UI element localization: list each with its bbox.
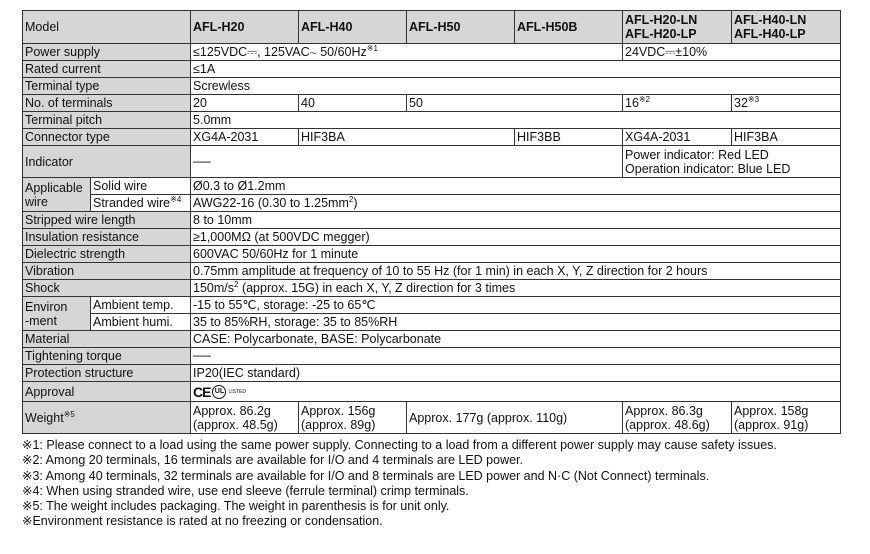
row-no-terminals	[23, 95, 841, 112]
value-indicator: ──	[191, 146, 623, 178]
label-connector-type: Connector type	[23, 129, 191, 146]
value-terminal-pitch: 5.0mm	[191, 112, 841, 129]
header-afl-h20-ln-lp: AFL-H20-LN AFL-H20-LP	[623, 11, 732, 44]
ul-listed-text: LISTED	[228, 388, 246, 395]
spec-sheet	[22, 10, 840, 530]
value-stripped: 8 to 10mm	[191, 212, 841, 229]
value-no-terminals-h20-ln: 16$^{※2}$	[623, 95, 732, 112]
value-no-terminals-h40-ln: 32$^{※3}$	[732, 95, 841, 112]
footnotes	[22, 438, 840, 530]
row-stranded-wire	[23, 195, 841, 212]
value-shock: $150m/s^2$ (approx. 15G) in each X, Y, Z direction for 3 times	[191, 280, 841, 297]
value-power-supply: ≤125VDC⎓, 125VAC∼ 50/60Hz$^{※1}$	[191, 44, 623, 61]
value-rated-current: ≤1A	[191, 61, 841, 78]
label-applicable-wire: Applicable wire	[23, 178, 91, 212]
label-tightening: Tightening torque	[23, 348, 191, 365]
row-shock	[23, 280, 841, 297]
value-approval	[191, 382, 841, 402]
value-solid-wire: Ø0.3 to Ø1.2mm	[191, 178, 841, 195]
value-weight-h40-ln: Approx. 158g (approx. 91g)	[732, 402, 841, 434]
footnote-environment: ※Environment resistance is rated at no freezing or condensation.	[22, 514, 383, 529]
row-tightening	[23, 348, 841, 365]
row-indicator	[23, 146, 841, 178]
row-ambient-temp	[23, 297, 841, 314]
row-approval	[23, 382, 841, 402]
value-connector-h50b: HIF3BB	[515, 129, 623, 146]
value-protection: IP20(IEC standard)	[191, 365, 841, 382]
value-dielectric: 600VAC 50/60Hz for 1 minute	[191, 246, 841, 263]
row-weight	[23, 402, 841, 434]
footnote-3: ※3: Among 40 terminals, 32 terminals are available for I/O and 8 terminals are LED power and N·C (Not Connect) terminals.	[22, 468, 710, 483]
row-stripped	[23, 212, 841, 229]
value-connector-h40-ln: HIF3BA	[732, 129, 841, 146]
label-stripped: Stripped wire length	[23, 212, 191, 229]
header-model: Model	[23, 11, 191, 44]
row-solid-wire	[23, 178, 841, 195]
value-power-supply-ln: 24VDC⎓±10%	[623, 44, 841, 61]
label-material: Material	[23, 331, 191, 348]
header-afl-h20: AFL-H20	[191, 11, 299, 44]
value-ambient-temp: -15 to 55℃, storage: -25 to 65℃	[191, 297, 841, 314]
row-rated-current	[23, 61, 841, 78]
row-terminal-type	[23, 78, 841, 95]
row-connector-type	[23, 129, 841, 146]
value-no-terminals-h20: 20	[191, 95, 299, 112]
label-stranded-wire: Stranded wire$^{※4}$	[91, 195, 191, 212]
footnote-2: ※2: Among 20 terminals, 16 terminals are available for I/O and 4 terminals are LED power.	[22, 453, 523, 468]
label-no-terminals: No. of terminals	[23, 95, 191, 112]
value-weight-h40: Approx. 156g (approx. 89g)	[299, 402, 407, 434]
label-indicator: Indicator	[23, 146, 191, 178]
footnote-1: ※1: Please connect to a load using the same power supply. Connecting to a load from a different power supply may cause safety issues.	[22, 438, 777, 452]
row-protection	[23, 365, 841, 382]
header-afl-h40-ln-lp: AFL-H40-LN AFL-H40-LP	[732, 11, 841, 44]
label-protection: Protection structure	[23, 365, 191, 382]
row-insulation	[23, 229, 841, 246]
value-weight-h20: Approx. 86.2g (approx. 48.5g)	[191, 402, 299, 434]
label-shock: Shock	[23, 280, 191, 297]
label-ambient-humi: Ambient humi.	[91, 314, 191, 331]
row-material	[23, 331, 841, 348]
label-insulation: Insulation resistance	[23, 229, 191, 246]
ce-mark-icon: CE	[193, 383, 211, 400]
label-terminal-type: Terminal type	[23, 78, 191, 95]
value-weight-h20-ln: Approx. 86.3g (approx. 48.6g)	[623, 402, 732, 434]
row-power-supply	[23, 44, 841, 61]
label-vibration: Vibration	[23, 263, 191, 280]
value-stranded-wire: AWG22-16 (0.30 to $1.25mm^2$)	[191, 195, 841, 212]
value-no-terminals-h50: 50	[407, 95, 623, 112]
label-solid-wire: Solid wire	[91, 178, 191, 195]
header-afl-h50: AFL-H50	[407, 11, 515, 44]
value-vibration: 0.75mm amplitude at frequency of 10 to 55 Hz (for 1 min) in each X, Y, Z direction for 2 hours	[191, 263, 841, 280]
label-terminal-pitch: Terminal pitch	[23, 112, 191, 129]
row-terminal-pitch	[23, 112, 841, 129]
label-dielectric: Dielectric strength	[23, 246, 191, 263]
value-weight-h50: Approx. 177g (approx. 110g)	[407, 402, 623, 434]
header-afl-h50b: AFL-H50B	[515, 11, 623, 44]
label-ambient-temp: Ambient temp.	[91, 297, 191, 314]
value-indicator-ln: Power indicator: Red LED Operation indicator: Blue LED	[623, 146, 841, 178]
label-approval: Approval	[23, 382, 191, 402]
label-power-supply: Power supply	[23, 44, 191, 61]
value-connector-h20-ln: XG4A-2031	[623, 129, 732, 146]
value-terminal-type: Screwless	[191, 78, 841, 95]
value-ambient-humi: 35 to 85%RH, storage: 35 to 85%RH	[191, 314, 841, 331]
row-vibration	[23, 263, 841, 280]
label-weight: Weight$^{※5}$	[23, 402, 191, 434]
row-ambient-humi	[23, 314, 841, 331]
label-rated-current: Rated current	[23, 61, 191, 78]
header-row	[23, 11, 841, 44]
footnote-5: ※5: The weight includes packaging. The weight in parenthesis is for unit only.	[22, 499, 450, 514]
value-tightening: ──	[191, 348, 841, 365]
spec-table	[22, 10, 841, 434]
row-dielectric	[23, 246, 841, 263]
label-environment: Environ -ment	[23, 297, 91, 331]
footnote-4: ※4: When using stranded wire, use end sleeve (ferrule terminal) crimp terminals.	[22, 483, 469, 498]
value-connector-h20: XG4A-2031	[191, 129, 299, 146]
ul-listed-icon: UL	[212, 385, 226, 399]
approval-marks	[193, 385, 246, 399]
value-no-terminals-h40: 40	[299, 95, 407, 112]
value-material: CASE: Polycarbonate, BASE: Polycarbonate	[191, 331, 841, 348]
value-connector-h40: HIF3BA	[299, 129, 515, 146]
header-afl-h40: AFL-H40	[299, 11, 407, 44]
value-insulation: ≥1,000MΩ (at 500VDC megger)	[191, 229, 841, 246]
